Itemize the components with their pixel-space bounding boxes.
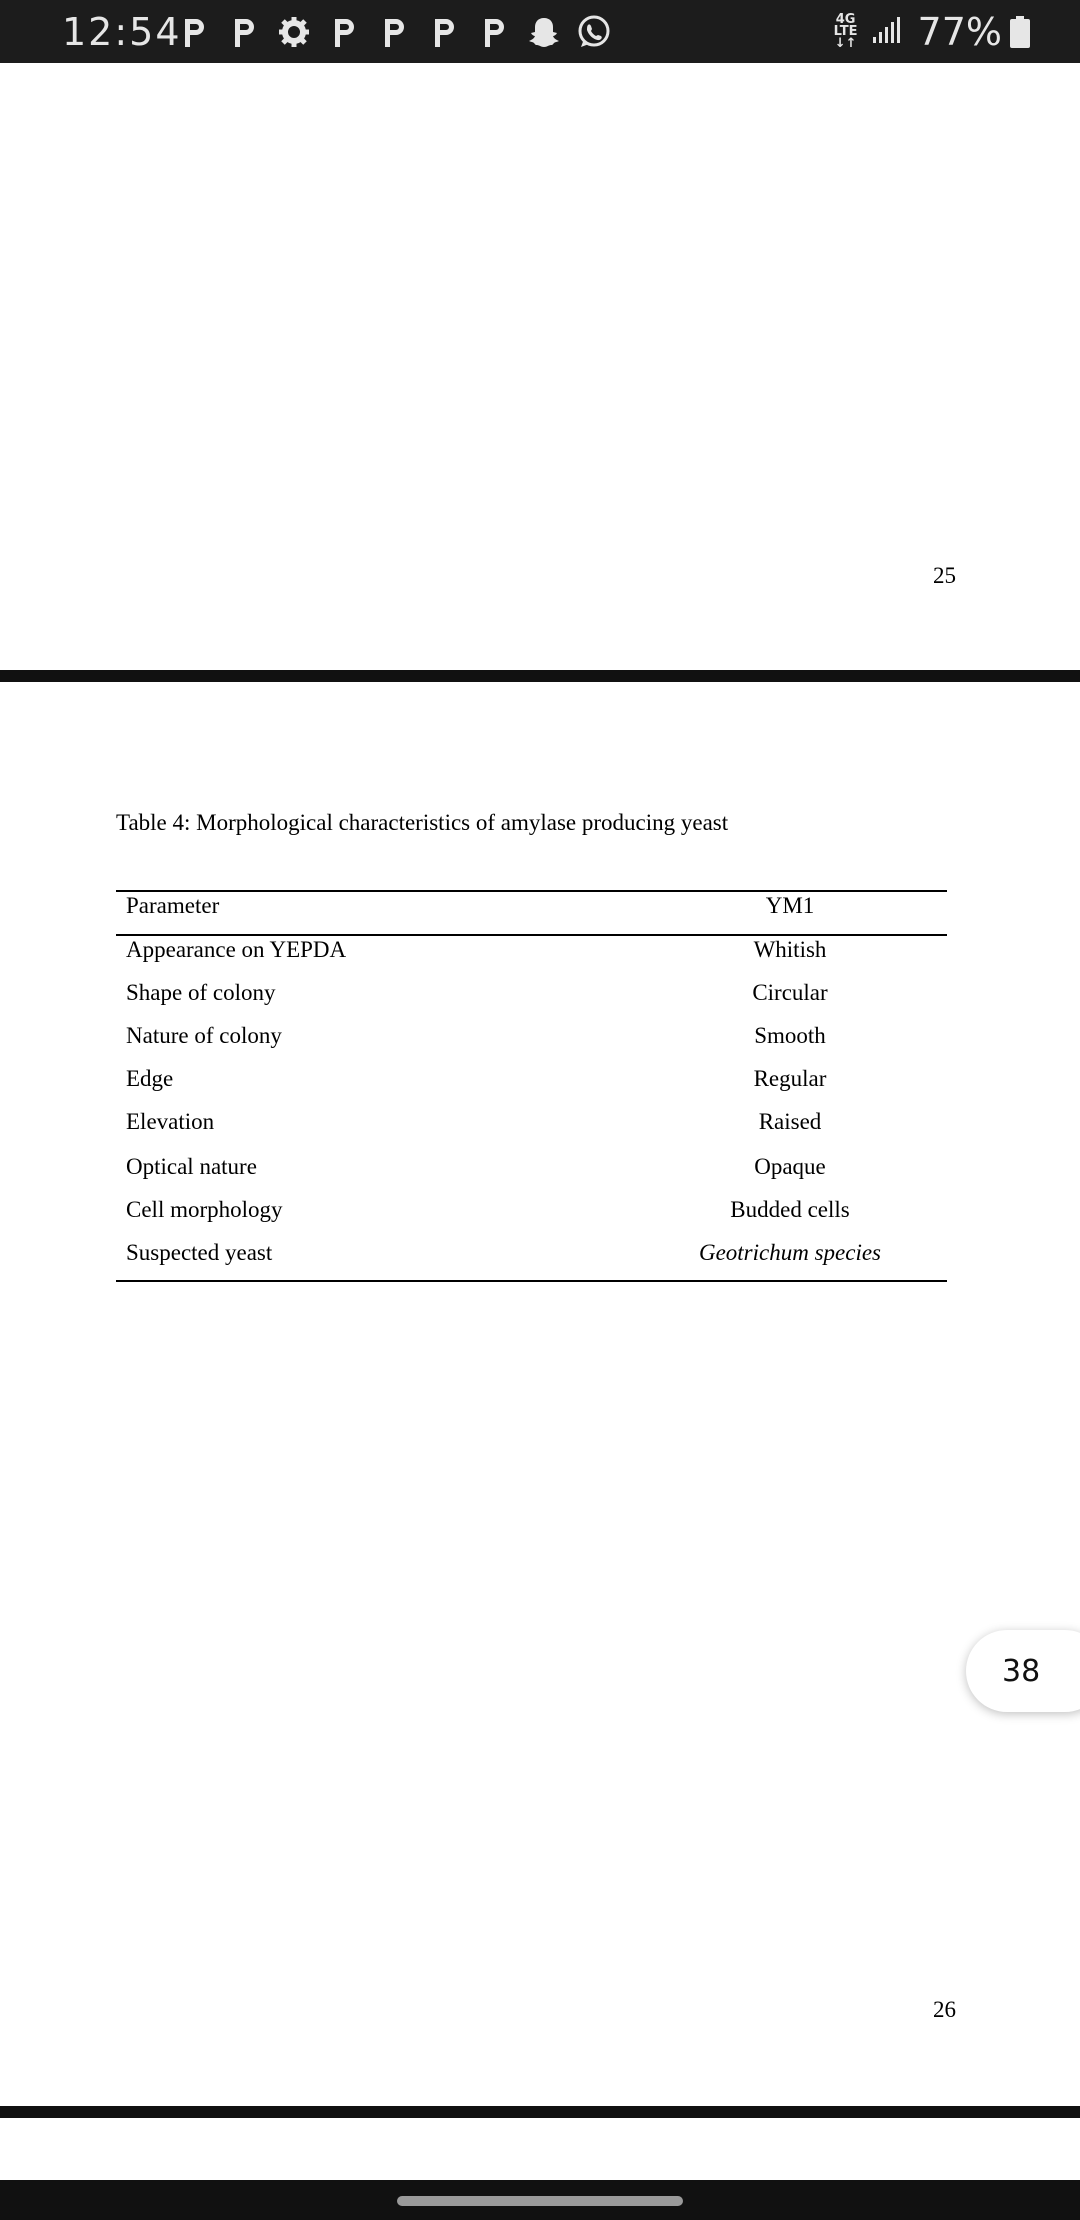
whatsapp-icon [576, 14, 612, 50]
row-value: Regular [753, 1066, 827, 1091]
signal-bars-icon [872, 15, 902, 49]
battery-percent: 77% [917, 10, 1002, 54]
row-value: Geotrichum species [698, 1240, 882, 1265]
row-value: Opaque [754, 1154, 826, 1179]
navigation-bar [0, 2180, 1080, 2220]
pinterest-icon [176, 14, 212, 50]
settings-gear-icon [276, 14, 312, 50]
status-right [834, 10, 1030, 54]
page-number: 26 [933, 1997, 956, 2022]
pinterest-icon [376, 14, 412, 50]
row-parameter: Cell morphology [126, 1197, 283, 1222]
row-value: Circular [752, 980, 828, 1005]
snapchat-icon [526, 14, 562, 50]
pdf-page-27 [0, 2118, 1080, 2180]
row-parameter: Nature of colony [126, 1023, 282, 1048]
table-header-rule [116, 934, 947, 936]
table-caption: Table 4: Morphological characteristics of amylase producing yeast [116, 810, 729, 835]
header-parameter: Parameter [126, 893, 220, 918]
home-gesture-handle[interactable] [397, 2196, 683, 2206]
row-value: Smooth [754, 1023, 826, 1048]
row-parameter: Shape of colony [126, 980, 276, 1005]
table-bottom-rule [116, 1280, 947, 1282]
row-parameter: Appearance on YEPDA [126, 937, 347, 962]
row-value: Raised [758, 1109, 822, 1134]
page-number: 25 [933, 563, 956, 588]
pdf-page-25 [0, 63, 1080, 670]
row-value: Budded cells [730, 1197, 850, 1222]
status-bar [0, 0, 1080, 63]
page-divider [0, 670, 1080, 682]
row-parameter: Suspected yeast [126, 1240, 273, 1265]
header-ym1: YM1 [765, 893, 815, 918]
notification-icons [176, 12, 626, 52]
network-lte-label: LTE [833, 24, 858, 39]
network-4g-label: 4G [835, 12, 856, 27]
pdf-page-26 [0, 682, 1080, 2106]
row-parameter: Optical nature [126, 1154, 257, 1179]
row-value: Whitish [753, 937, 827, 962]
table-top-rule [116, 890, 947, 892]
network-type [834, 14, 858, 50]
pinterest-icon [226, 14, 262, 50]
pinterest-icon [426, 14, 462, 50]
status-time: 12:54 [62, 10, 182, 54]
pinterest-icon [476, 14, 512, 50]
battery-icon [1010, 16, 1030, 48]
page-jump-badge[interactable]: 38 [966, 1630, 1080, 1712]
pinterest-icon [326, 14, 362, 50]
row-parameter: Elevation [126, 1109, 215, 1134]
row-parameter: Edge [126, 1066, 174, 1091]
data-arrows-icon: ↓↑ [834, 36, 857, 51]
page-divider [0, 2106, 1080, 2118]
